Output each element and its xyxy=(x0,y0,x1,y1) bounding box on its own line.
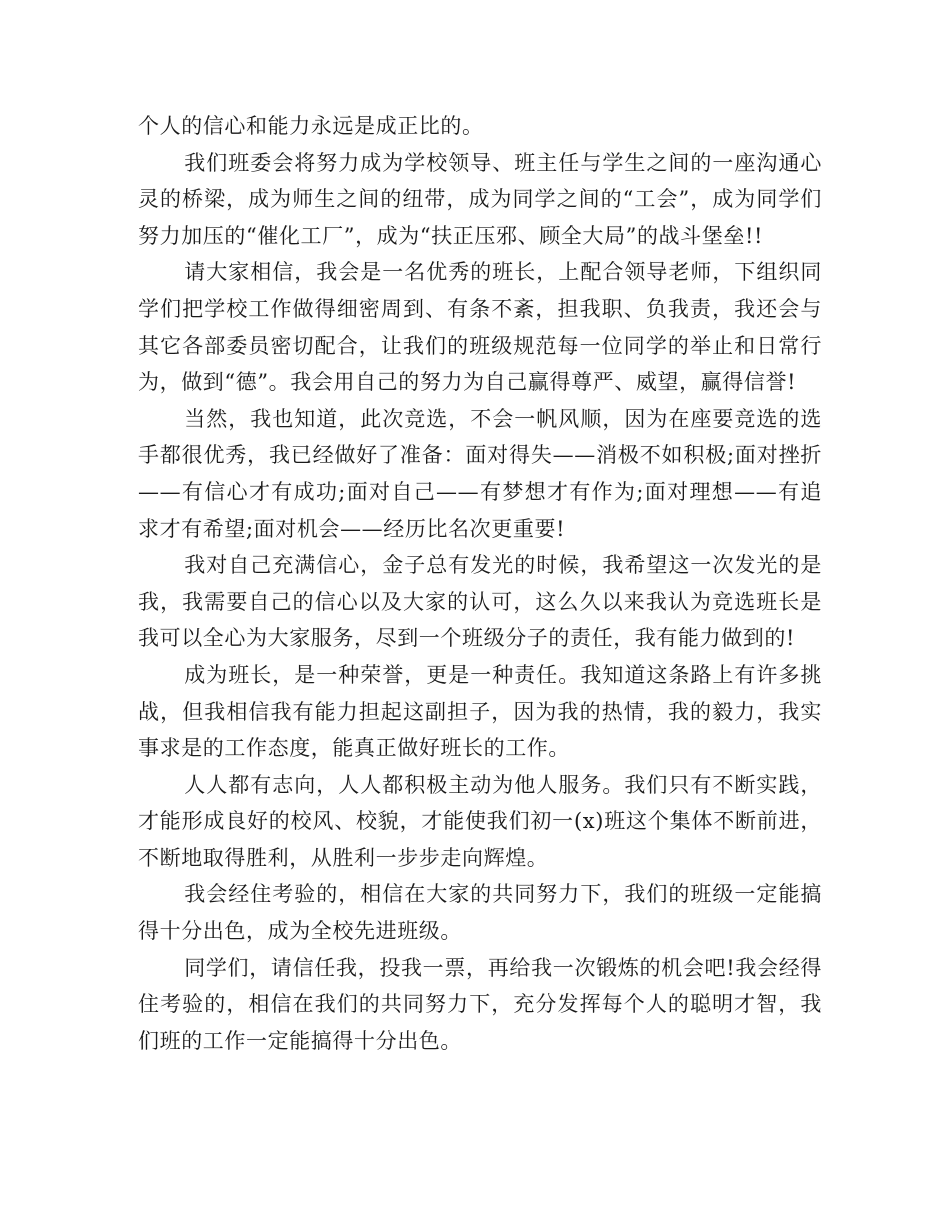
paragraph-4: 当然，我也知道，此次竞选，不会一帆风顺，因为在座要竞选的选手都很优秀，我已经做好了准备：面对得失——消极不如积极;面对挫折——有信心才有成功;面对自己——有梦想才有作为;面对理想——有追求才有希望;面对机会——经历比名次更重要! xyxy=(138,406,822,541)
document-body xyxy=(138,108,822,1059)
paragraph-1: 个人的信心和能力永远是成正比的。 xyxy=(138,114,484,138)
paragraph-9: 同学们，请信任我，投我一票，再给我一次锻炼的机会吧!我会经得住考验的，相信在我们的共同努力下，充分发挥每个人的聪明才智，我们班的工作一定能搞得十分出色。 xyxy=(138,955,822,1053)
paragraph-7: 人人都有志向，人人都积极主动为他人服务。我们只有不断实践，才能形成良好的校风、校貌，才能使我们初一(x)班这个集体不断前进，不断地取得胜利，从胜利一步步走向辉煌。 xyxy=(138,772,822,870)
paragraph-6: 成为班长，是一种荣誉，更是一种责任。我知道这条路上有许多挑战，但我相信我有能力担起这副担子，因为我的热情，我的毅力，我实事求是的工作态度，能真正做好班长的工作。 xyxy=(138,662,822,761)
paragraph-2: 我们班委会将努力成为学校领导、班主任与学生之间的一座沟通心灵的桥梁，成为师生之间的纽带，成为同学之间的“工会”，成为同学们努力加压的“催化工厂”，成为“扶正压邪、顾全大局”的战斗堡垒!! xyxy=(138,150,822,248)
paragraph-3: 请大家相信，我会是一名优秀的班长，上配合领导老师，下组织同学们把学校工作做得细密周到、有条不紊，担我职、负我责，我还会与其它各部委员密切配合，让我们的班级规范每一位同学的举止和日常行为，做到“德”。我会用自己的努力为自己赢得尊严、威望，赢得信誉! xyxy=(138,260,822,395)
paragraph-8: 我会经住考验的，相信在大家的共同努力下，我们的班级一定能搞得十分出色，成为全校先进班级。 xyxy=(138,882,822,944)
paragraph-5: 我对自己充满信心，金子总有发光的时候，我希望这一次发光的是我，我需要自己的信心以及大家的认可，这么久以来我认为竞选班长是我可以全心为大家服务，尽到一个班级分子的责任，我有能力做到的! xyxy=(138,553,822,651)
